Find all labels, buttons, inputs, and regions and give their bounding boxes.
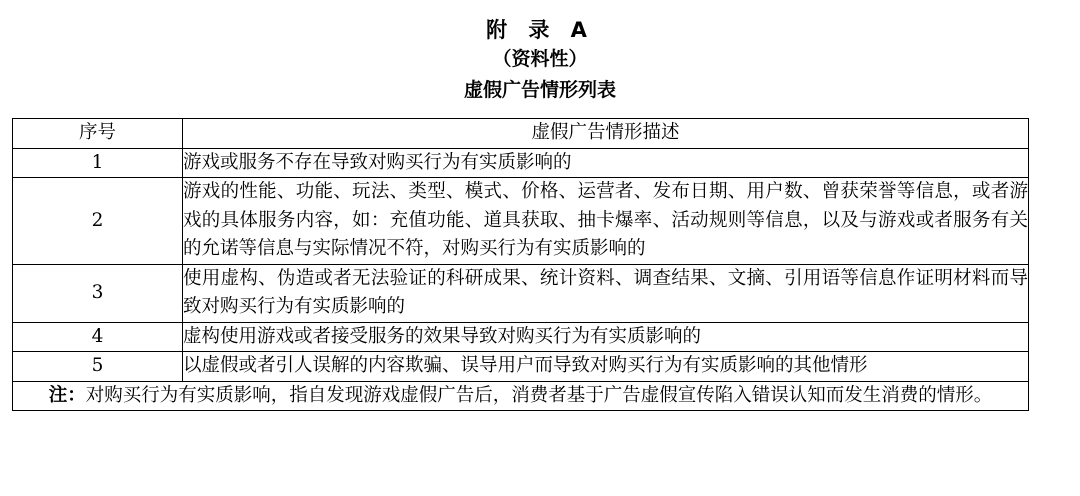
row-description: 游戏或服务不存在导致对购买行为有实质影响的 bbox=[183, 148, 1029, 178]
note-label: 注： bbox=[48, 384, 86, 406]
table-header-row bbox=[13, 119, 1029, 149]
table-row bbox=[13, 148, 1029, 178]
row-number: 5 bbox=[13, 352, 183, 382]
table-title: 虚假广告情形列表 bbox=[463, 79, 616, 101]
table-row bbox=[13, 264, 1029, 322]
row-number: 1 bbox=[13, 148, 183, 178]
row-number: 3 bbox=[13, 264, 183, 322]
row-description: 以虚假或者引人误解的内容欺骗、误导用户而导致对购买行为有实质影响的其他情形 bbox=[183, 352, 1029, 382]
row-description: 游戏的性能、功能、玩法、类型、模式、价格、运营者、发布日期、用户数、曾获荣誉等信息，或者游戏的具体服务内容，如：充值功能、道具获取、抽卡爆率、活动规则等信息，以及与游戏或者服务有关的允诺等信息与实际情况不符，对购买行为有实质影响的 bbox=[183, 178, 1029, 265]
table-note-row bbox=[13, 381, 1029, 411]
appendix-nature: （资料性） bbox=[492, 48, 588, 70]
table-row bbox=[13, 322, 1029, 352]
table-note bbox=[13, 381, 1029, 411]
row-number: 4 bbox=[13, 322, 183, 352]
appendix-label: 附 录 A bbox=[486, 18, 594, 42]
header-number: 序号 bbox=[13, 119, 183, 149]
false-advertising-table bbox=[12, 118, 1029, 411]
row-description: 虚构使用游戏或者接受服务的效果导致对购买行为有实质影响的 bbox=[183, 322, 1029, 352]
table-row bbox=[13, 178, 1029, 265]
row-description: 使用虚构、伪造或者无法验证的科研成果、统计资料、调查结果、文摘、引用语等信息作证明材料而导致对购买行为有实质影响的 bbox=[183, 264, 1029, 322]
row-number: 2 bbox=[13, 178, 183, 265]
header-description: 虚假广告情形描述 bbox=[183, 119, 1029, 149]
table-row bbox=[13, 352, 1029, 382]
note-text: 对购买行为有实质影响，指自发现游戏虚假广告后，消费者基于广告虚假宣传陷入错误认知而发生消费的情形。 bbox=[85, 384, 993, 406]
